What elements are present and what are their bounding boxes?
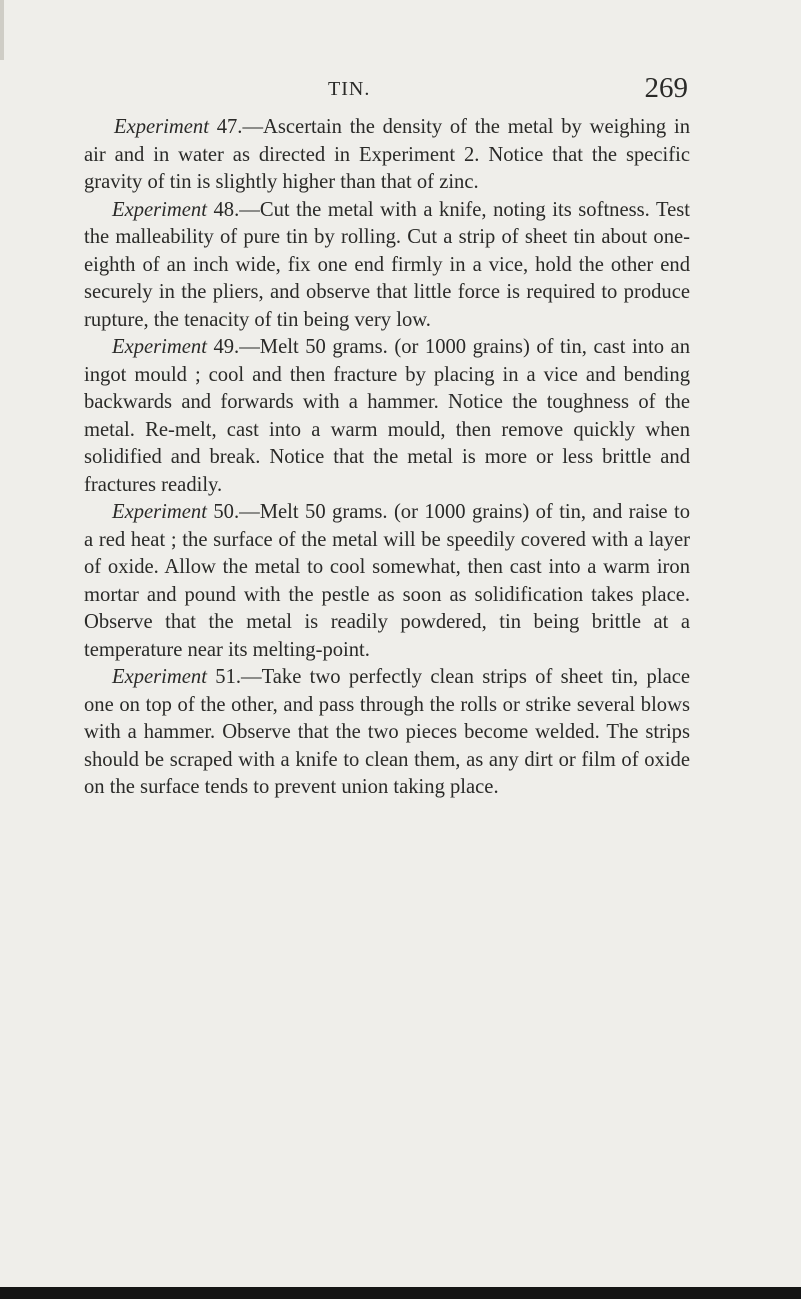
bottom-edge-rule xyxy=(0,1287,801,1299)
paragraph-text: 47.—Ascertain the density of the metal by weighing in air and in water as directed in Experiment 2. Notice that the specific gravity of tin is slightly higher than that of zinc. xyxy=(84,116,690,193)
page-number: 269 xyxy=(644,72,688,104)
paragraph-text: 49.—Melt 50 grams. (or 1000 grains) of tin, cast into an ingot mould ; cool and then fracture by placing in a vice and bending backwards and forwards with a hammer. Notice the toughness of the metal. Re-melt, cast into a warm mould, then remove quickly when solidified and break. Notice that the metal is more or less brittle and fractures readily. xyxy=(84,336,690,496)
page-edge-shadow xyxy=(0,0,4,60)
paragraph-text: 51.—Take two perfectly clean strips of sheet tin, place one on top of the other, and pass through the rolls or strike several blows with a hammer. Observe that the two pieces become welded. The strips should be scraped with a knife to clean them, as any dirt or film of oxide on the surface tends to prevent union taking place. xyxy=(84,666,690,798)
paragraph-experiment-48 xyxy=(84,197,690,335)
paragraph-text: 50.—Melt 50 grams. (or 1000 grains) of tin, and raise to a red heat ; the surface of the metal will be speedily covered with a layer of oxide. Allow the metal to cool somewhat, then cast into a warm iron mortar and pound with the pestle as soon as solidification takes place. Observe that the metal is readily powdered, tin being brittle at a temperature near its melting-point. xyxy=(84,501,690,661)
experiment-label: Experiment xyxy=(112,501,207,523)
paragraph-experiment-49 xyxy=(84,334,690,499)
paragraph-experiment-50 xyxy=(84,499,690,664)
page-header xyxy=(60,72,688,112)
paragraph-experiment-51 xyxy=(84,664,690,802)
experiment-label: Experiment xyxy=(112,666,207,688)
experiment-label: Experiment xyxy=(114,116,209,138)
paragraph-experiment-47 xyxy=(84,114,690,197)
body-text xyxy=(84,114,690,802)
paragraph-text: 48.—Cut the metal with a knife, noting its softness. Test the malleability of pure tin by rolling. Cut a strip of sheet tin about one-eighth of an inch wide, fix one end firmly in a vice, hold the other end securely in the pliers, and observe that little force is required to produce rupture, the tenacity of tin being very low. xyxy=(84,198,690,331)
experiment-label: Experiment xyxy=(112,198,207,221)
experiment-label: Experiment xyxy=(112,336,207,358)
running-title: TIN. xyxy=(328,78,371,100)
